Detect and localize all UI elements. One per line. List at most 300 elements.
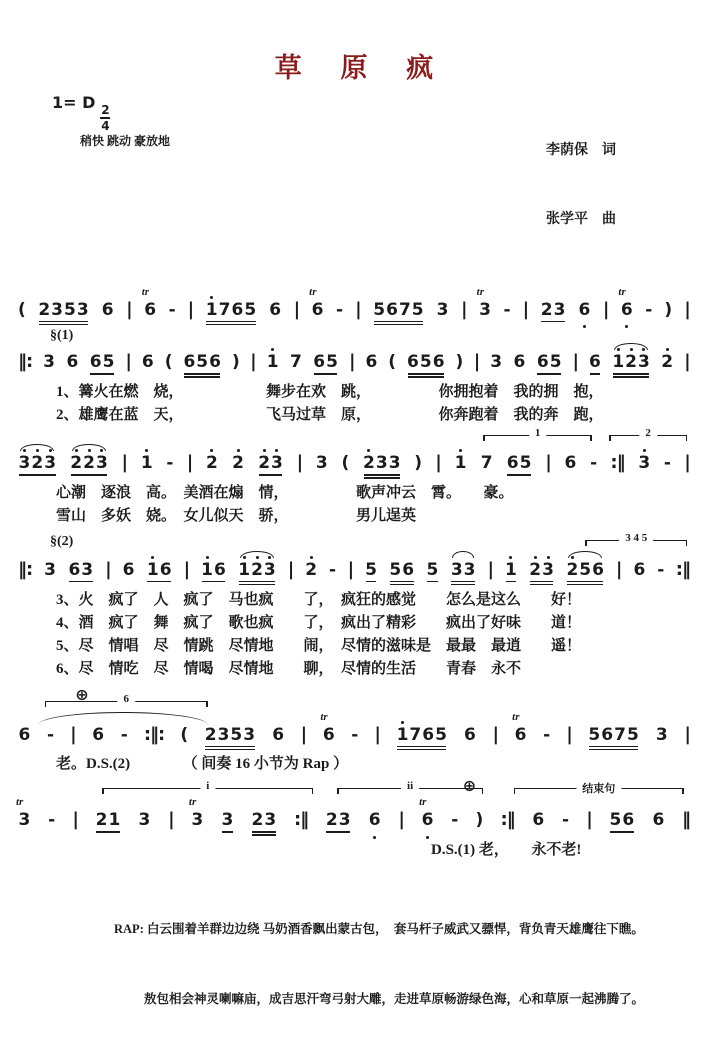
note-digit: 3 [18,810,31,831]
barline: :‖ [610,452,625,474]
note-digit: 6 [368,811,381,831]
tie-arc [452,551,475,558]
beam-line [506,581,517,583]
beam-line [451,581,475,583]
music-symbol: - [336,299,344,320]
note-digit: 6 [89,352,102,373]
note-digit: 5 [579,559,592,580]
barline: | [300,723,307,745]
lyric-line: 5、尽 情唱 尽 情跳 尽情地 闹， 尽情的滋味是 最最 最逍 遥！ [56,637,582,654]
note-digit: 5 [435,724,447,745]
beam-line [252,831,276,833]
credits [546,93,616,278]
note-group [221,811,234,831]
beam-line [451,584,475,586]
octave-dot-above [243,556,246,559]
music-symbol: - [561,810,570,831]
note-digit: 2 [31,454,44,474]
song-title: 草 原 疯 [274,53,450,83]
notation-row [14,285,694,321]
note-digit: 6 [564,453,577,474]
beam-line [202,581,226,583]
volta-bracket [45,692,208,708]
note-group [140,454,153,474]
barline: ‖: [18,558,33,580]
octave-dot-above [268,556,271,559]
lyric-line: 2、雄鹰在蓝 天， 飞马过草 原， 你奔跑着 我的奔 跑， [56,407,604,424]
note-digit: 6 [622,810,635,831]
note-digit: 3 [338,810,351,831]
music-symbol: - [590,453,598,474]
note-group [396,726,447,746]
note-group [258,454,284,474]
volta-bracket [609,427,687,442]
music-symbol: - [543,724,551,745]
note-digit: 3 [655,724,668,745]
note-digit: 3 [18,454,31,474]
note-group [141,353,154,373]
note-digit: 7 [218,299,231,320]
music-system-1 [14,278,694,321]
note-digit: 3 [638,454,651,474]
note-digit: 6 [407,352,419,373]
barline: | [398,809,404,831]
note-group [532,811,545,831]
note-digit: 7 [398,299,411,320]
trill-mark: tr [141,285,150,298]
note-group [18,454,57,474]
notation-row [14,710,694,746]
octave-dot-above [401,721,404,724]
beam-line [408,373,445,375]
beam-line [96,831,120,833]
lyricist-credit: 李荫保 词 [546,143,616,159]
note-digit: 3 [44,559,56,580]
barline: | [355,298,361,320]
composer-credit: 张学平 曲 [546,212,616,228]
note-digit: 3 [217,724,230,745]
trill-mark: tr [419,796,427,809]
beam-line [184,376,221,378]
coda-icon: ⊕ [462,776,477,796]
note-group [272,726,285,746]
beam-line [205,746,254,748]
note-digit: 2 [83,454,96,474]
music-symbol: ( [18,299,26,320]
note-digit: 1 [146,561,159,581]
barline: | [70,723,76,745]
beam-line [590,373,601,375]
note-digit: 2 [70,454,83,474]
note-digit: 5 [64,299,76,320]
barline: | [615,558,622,580]
barline: | [293,298,300,320]
note-digit: 2 [305,561,318,581]
note-digit: 6 [144,299,157,320]
note-digit: 6 [506,453,519,474]
note-digit: 2 [540,299,553,320]
music-symbol: ( [388,352,397,373]
octave-dot-above [210,296,213,299]
octave-dot-above [630,348,633,351]
note-digit: 2 [95,810,108,831]
note-group [490,353,503,373]
lyric-line: 老。D.S.(2) （ 间奏 16 小节为 Rap ） [56,756,349,773]
barline: | [348,351,355,373]
note-digit: 2 [204,724,217,745]
note-group [43,353,56,373]
note-group [566,561,605,581]
note-group [146,561,172,581]
note-digit: 6 [365,352,378,373]
trill-mark: tr [476,285,484,298]
notation-systems [10,278,698,862]
music-symbol: ( [180,724,189,745]
note-group [652,811,665,831]
volta-bracket [514,783,684,796]
music-symbol: ( [164,352,173,373]
music-symbol: ) [231,352,240,373]
note-digit: 6 [92,724,105,745]
beam-line [205,749,254,751]
note-digit: 5 [426,559,439,580]
beam-line [69,581,93,583]
note-group [480,454,493,474]
note-digit: 2 [325,810,338,831]
note-digit: 3 [243,724,256,745]
beam-line [390,584,414,586]
note-digit: 3 [138,810,151,831]
beam-line [613,376,650,378]
barline: | [183,558,190,580]
octave-dot-above [206,556,209,559]
octave-dot-above [643,449,646,452]
octave-dot-above [310,556,313,559]
barline: | [187,298,194,320]
note-digit: 6 [231,299,244,320]
music-symbol: - [645,299,653,320]
octave-dot-above [100,449,103,452]
note-group [188,796,204,831]
note-group [101,301,114,321]
beam-line [222,831,233,833]
note-digit: 6 [633,559,646,580]
barline: | [684,351,690,373]
note-group [407,353,446,373]
octave-dot-above [571,556,574,559]
octave-dot-above [23,449,26,452]
note-digit: 2 [661,353,674,373]
note-digit: 7 [614,724,626,745]
note-digit: 2 [529,561,542,581]
note-digit: 5 [549,352,562,373]
beam-line [206,324,255,326]
beam-line [507,474,531,476]
note-group [655,726,668,746]
beam-line [374,324,423,326]
music-symbol: - [120,724,128,745]
volta-bracket [585,531,687,547]
note-group [588,726,639,746]
beam-line [613,373,650,375]
music-symbol: ( [341,453,350,474]
trill-mark: tr [618,285,626,298]
music-symbol: - [166,453,174,474]
octave-dot-above [256,556,259,559]
meter-numerator: 2 [101,103,110,117]
barline: | [492,723,499,745]
beam-line [259,474,283,476]
music-symbol: - [329,559,337,580]
note-group [609,811,635,831]
note-digit: 1 [108,810,121,831]
barline: | [572,351,579,373]
beam-line [239,584,276,586]
octave-dot-above [145,449,148,452]
barline: :‖ [500,809,515,831]
octave-dot-above [210,449,213,452]
music-symbol: - [46,724,54,745]
note-digit: 3 [315,453,328,474]
note-digit: 3 [191,810,204,831]
beam-line [90,373,114,375]
note-digit: 5 [609,810,622,831]
barline: | [684,452,690,474]
volta-label: 1 [529,427,547,439]
key-label: 1= D [52,93,96,112]
beam-line [252,834,276,836]
barline: :‖ [675,558,690,580]
note-digit: 7 [290,352,302,373]
note-digit: 6 [432,352,445,373]
beam-line [39,321,88,323]
note-group [389,561,415,581]
note-digit: 3 [450,559,463,580]
key-signature [52,93,170,132]
note-digit: 6 [536,352,549,373]
trill-mark: tr [188,796,197,809]
barline: :‖: [143,723,165,745]
volta-label: 3 4 5 [619,532,653,544]
lyric-line: D.S.(1) 老， 永不老! [56,841,582,858]
note-group [232,454,245,474]
note-digit: 6 [272,724,285,745]
note-digit: 6 [513,352,526,373]
note-group [201,561,227,581]
note-group [529,561,555,581]
note-digit: 6 [18,724,31,745]
note-group [450,561,476,581]
barline: :‖ [293,809,309,831]
notation-row [14,560,694,581]
octave-dot-above [275,449,278,452]
barline: | [586,809,592,831]
note-group [536,353,562,373]
music-symbol: - [168,299,176,320]
note-digit: 6 [183,352,196,373]
note-group [238,561,277,581]
lyric-line: 3、火 疯了 人 疯了 马也疯 了， 疯狂的感觉 怎么是这么 好！ [56,591,582,608]
barline: | [105,558,111,580]
note-digit: 5 [244,299,257,320]
note-group [365,353,378,373]
octave-dot-above [88,449,91,452]
beam-line [366,581,377,583]
note-group [70,454,109,474]
note-group [38,301,89,321]
note-digit: 5 [626,724,639,745]
note-digit: 6 [402,559,415,580]
barline: | [566,723,572,745]
note-digit: 7 [480,453,493,474]
note-digit: 5 [419,352,432,373]
barline: | [602,298,609,320]
beam-line [567,584,604,586]
note-group [183,353,222,373]
lyric-line: 4、酒 疯了 舞 疯了 歌也疯 了， 疯出了精彩 疯出了好味 道！ [56,614,582,631]
note-group [305,561,318,581]
note-group [290,353,303,373]
note-group [419,796,434,831]
note-digit: 5 [326,352,338,373]
note-digit: 6 [122,559,135,580]
volta-bracket [337,780,483,795]
volta-label: 结束句 [576,780,621,796]
note-digit: 6 [652,810,665,831]
note-digit: 3 [436,299,449,320]
note-digit: 6 [141,352,154,373]
barline: | [435,452,441,474]
note-digit: 3 [263,561,276,581]
barline: | [126,298,132,320]
note-group [512,710,527,746]
rap-section [10,872,698,1057]
note-digit: 3 [479,299,491,320]
note-digit: 3 [463,559,476,580]
lyric-line: 1、篝火在燃 烧， 舞步在欢 跳， 你拥抱着 我的拥 抱， [56,384,604,401]
note-group [633,561,646,581]
music-system-3 [14,427,694,528]
beam-line [589,749,638,751]
notation-row [14,352,694,373]
music-symbol: - [451,810,459,831]
note-digit: 6 [311,299,324,320]
octave-dot-below [426,836,429,839]
note-digit: 1 [205,301,218,321]
note-digit: 2 [38,299,51,320]
note-group [206,454,219,474]
slur-arc [38,712,208,725]
beam-line [408,376,445,378]
note-digit: 3 [44,454,57,474]
barline: | [487,558,494,580]
octave-dot-above [49,449,52,452]
note-group [269,301,282,321]
note-group [204,726,255,746]
octave-dot-above [263,449,266,452]
barline: ‖ [682,809,690,831]
tempo-marking: 稍快 跳动 豪放地 [80,133,171,148]
octave-dot-below [373,836,376,839]
beam-line [19,474,56,476]
note-group [578,301,591,321]
octave-dot-above [459,449,462,452]
note-group [92,726,105,746]
barline: | [125,351,131,373]
beam-line [610,831,634,833]
note-group [505,561,518,581]
note-digit: 5 [196,352,209,373]
music-symbol: - [351,724,359,745]
note-digit: 5 [389,559,402,580]
note-digit: 1 [140,454,153,474]
note-digit: 2 [363,454,376,474]
note-digit: 6 [589,352,601,373]
note-digit: 6 [422,724,435,745]
note-digit: 3 [271,454,284,474]
note-digit: 1 [612,353,625,373]
note-digit: 6 [68,559,81,580]
trill-mark: tr [16,796,24,809]
rap-line-1: RAP: 白云围着羊群边边绕 马奶酒香飘出蒙古包， 套马杆子威武又骠悍，背负青天雄鹰往下瞧。 [114,922,644,937]
note-group [251,811,277,831]
note-digit: 6 [313,352,326,373]
beam-line [589,746,638,748]
octave-dot-above [547,556,550,559]
barline: | [121,452,128,474]
note-digit: 6 [421,811,434,831]
lyric-line: 心潮 逐浪 高。 美酒在煽 情， 歌声冲云 霄。 豪。 [56,484,514,501]
music-symbol: ) [414,453,423,474]
notation-row [14,796,694,831]
music-symbol: - [663,453,671,474]
note-digit: 5 [411,299,424,320]
note-group [325,811,351,831]
trill-mark: tr [320,710,328,723]
note-digit: 2 [232,454,245,474]
beam-line [567,581,604,583]
octave-dot-above [666,348,669,351]
beam-line [239,581,276,583]
note-digit: 5 [365,559,377,580]
beam-line [541,321,565,323]
note-digit: 1 [505,561,518,581]
note-digit: 1 [201,561,214,581]
note-digit: 6 [514,724,527,745]
note-digit: 1 [396,726,409,746]
octave-dot-above [617,348,620,351]
note-digit: 1 [266,353,279,373]
note-group [618,285,633,321]
volta-label: i [200,780,215,792]
note-group [564,454,577,474]
note-digit: 2 [625,353,638,373]
beam-line [390,581,414,583]
barline: | [684,723,690,745]
note-digit: 5 [373,299,386,320]
note-digit: 6 [159,559,172,580]
note-digit: 2 [206,454,219,474]
note-digit: 7 [409,724,422,745]
note-digit: 2 [258,454,271,474]
note-digit: 5 [102,352,115,373]
note-digit: 6 [464,724,476,745]
music-symbol: ) [455,352,464,373]
octave-dot-above [534,556,537,559]
note-group [18,726,31,746]
music-symbol: - [657,559,665,580]
music-symbol: - [48,810,56,831]
